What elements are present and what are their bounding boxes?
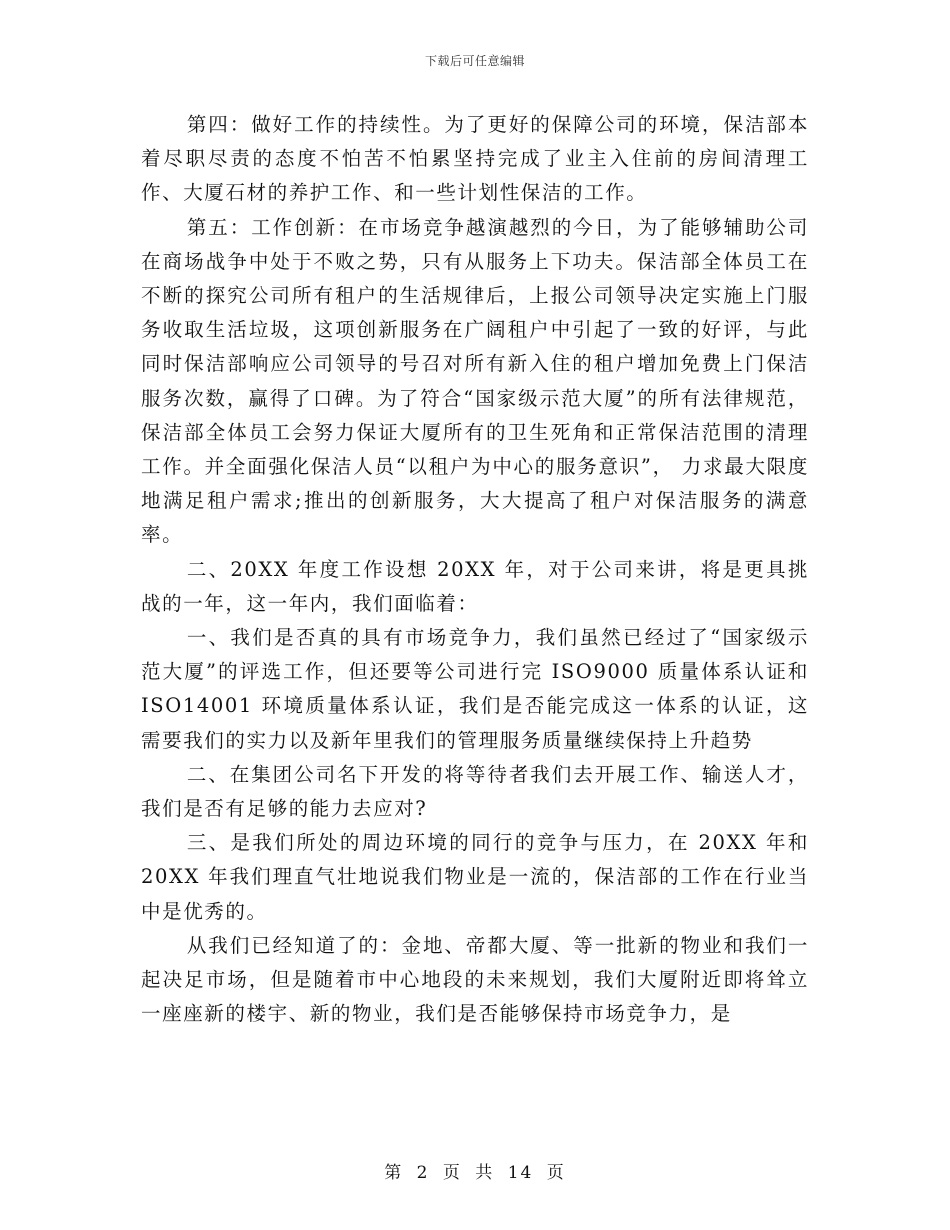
paragraph-4-sustainability: 第四：做好工作的持续性。为了更好的保障公司的环境，保洁部本着尽职尽责的态度不怕苦不怕累坚持完成了业主入住前的房间清理工作、大厦石材的养护工作、和一些计划性保洁的工作。 (141, 113, 809, 205)
page-number-footer: 第 2 页 共 14 页 (384, 1163, 566, 1183)
paragraph-5-innovation: 第五：工作创新：在市场竞争越演越烈的今日，为了能够辅助公司在商场战争中处于不败之势，只有从服务上下功夫。保洁部全体员工在不断的探究公司所有租户的生活规律后，上报公司领导决定实施上门服务收取生活垃圾，这项创新服务在广阔租户中引起了一致的好评，与此同时保洁部响应公司领导的号召对所有新入住的租户增加免费上门保洁服务次数，赢得了口碑。为了符合“国家级示范大厦”的所有法律规范，保洁部全体员工会努力保证大厦所有的卫生死角和正常保洁范围的清理工作。并全面强化保洁人员“以租户为中心的服务意识”， 力求最大限度地满足租户需求;推出的创新服务，大大提高了租户对保洁服务的满意率。 (141, 215, 809, 547)
page-header: 下载后可任意编辑 (424, 54, 525, 68)
paragraph-challenge-3: 三、是我们所处的周边环境的同行的竞争与压力，在 20XX 年和 20XX 年我们理直气壮地说我们物业是一流的，保洁部的工作在行业当中是优秀的。 (141, 831, 809, 923)
paragraph-challenge-2: 二、在集团公司名下开发的将等待者我们去开展工作、输送人才，我们是否有足够的能力去应对? (141, 762, 809, 821)
document-body (141, 108, 809, 1031)
paragraph-market-outlook: 从我们已经知道了的：金地、帝都大厦、等一批新的物业和我们一起决足市场，但是随着市中心地段的未来规划，我们大厦附近即将耸立一座座新的楼宇、新的物业，我们是否能够保持市场竞争力，是 (141, 933, 809, 1026)
paragraph-challenge-1: 一、我们是否真的具有市场竞争力，我们虽然已经过了“国家级示范大厦”的评选工作，但还要等公司进行完 ISO9000 质量体系认证和 ISO14001 环境质量体系认证，我们是否能完成这一体系的认证，这需要我们的实力以及新年里我们的管理服务质量继续保持上升趋势 (141, 626, 809, 752)
paragraph-annual-plan: 二、20XX 年度工作设想 20XX 年，对于公司来讲，将是更具挑战的一年，这一年内，我们面临着： (141, 557, 809, 615)
